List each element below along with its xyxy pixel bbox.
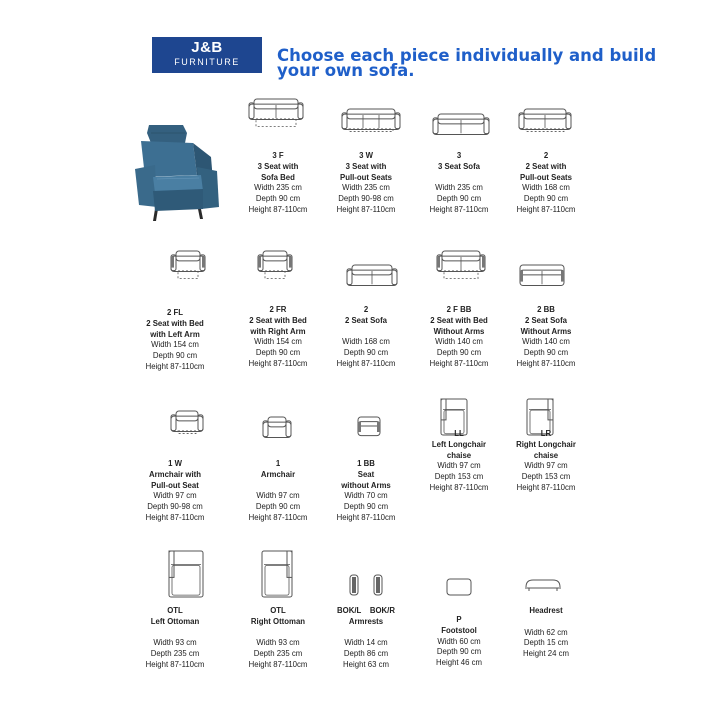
piece-spec: Height 46 cm	[436, 658, 482, 668]
piece-name: chaise	[533, 450, 559, 460]
piece-code: LR	[540, 429, 552, 438]
piece-code: 1 W	[168, 459, 182, 468]
piece-spec: Height 87-110cm	[516, 482, 576, 492]
piece-spec: Width 97 cm	[437, 461, 481, 471]
piece-spec: Width 97 cm	[256, 491, 300, 501]
piece-code: 1	[275, 459, 281, 468]
piece-spec: Depth 90 cm	[255, 194, 301, 204]
brand-logo	[152, 37, 262, 73]
piece-spec: Height 87-110cm	[516, 358, 576, 368]
piece-spec: Height 87-110cm	[145, 361, 205, 371]
piece-card	[131, 459, 219, 524]
piece-spec: Height 87-110cm	[336, 512, 396, 522]
piece-name: 2 Seat with Bed	[249, 315, 307, 325]
sofa-pullout-3-seat-icon	[341, 108, 401, 134]
piece-spec: Width 14 cm	[344, 638, 388, 648]
piece-spec: Depth 90 cm	[255, 348, 301, 358]
piece-spec: Height 87-110cm	[429, 204, 489, 214]
piece-spec: Height 24 cm	[523, 649, 569, 659]
piece-card	[131, 606, 219, 671]
piece-spec: Height 87-110cm	[336, 358, 396, 368]
piece-card	[234, 151, 322, 216]
piece-name: Without Arms	[520, 326, 572, 336]
page-headline: Choose each piece individually and build your own sofa.	[277, 46, 657, 80]
piece-name: 2 Seat Sofa	[524, 315, 568, 325]
piece-name: 2 Seat Sofa	[344, 315, 388, 325]
piece-spec: Height 87-110cm	[516, 204, 576, 214]
piece-spec: Depth 90-98 cm	[147, 502, 203, 512]
piece-spec: Width 168 cm	[342, 337, 390, 347]
piece-spec: Width 235 cm	[435, 183, 483, 193]
piece-spec: Height 87-110cm	[145, 512, 205, 522]
piece-code: 2	[363, 305, 369, 314]
piece-spec: Depth 90 cm	[436, 194, 482, 204]
piece-spec: Height 87-110cm	[145, 659, 205, 669]
piece-name: Without Arms	[433, 326, 485, 336]
piece-code: OTL	[167, 606, 183, 615]
piece-name: 3 Seat Sofa	[437, 161, 481, 171]
piece-spec: Depth 90-98 cm	[338, 194, 394, 204]
piece-name: 3 Seat with	[345, 161, 387, 171]
piece-spec: Width 93 cm	[256, 638, 300, 648]
piece-spec: Depth 153 cm	[434, 472, 484, 482]
piece-card	[234, 606, 322, 671]
piece-spec: Width 168 cm	[522, 183, 570, 193]
piece-name: 2 Seat with	[525, 161, 567, 171]
piece-card	[415, 305, 503, 370]
piece-spec: Height 87-110cm	[429, 482, 489, 492]
piece-name: Footstool	[441, 625, 477, 635]
piece-code: 2 FL	[166, 308, 184, 317]
piece-spec: Width 62 cm	[524, 627, 568, 637]
piece-spec: Depth 90 cm	[255, 502, 301, 512]
piece-spec: Width 97 cm	[153, 491, 197, 501]
piece-name: with Right Arm	[250, 326, 306, 336]
piece-spec: Width 235 cm	[342, 183, 390, 193]
piece-name: Pull-out Seats	[520, 172, 572, 182]
piece-spec: Width 140 cm	[435, 337, 483, 347]
sofa-2-no-arms-icon	[519, 264, 565, 288]
piece-spec: Depth 235 cm	[253, 649, 303, 659]
sofa-pullout-2-seat-icon	[518, 108, 572, 134]
armchair-pullout-icon	[170, 410, 204, 436]
piece-code: 3 W	[359, 151, 373, 160]
piece-card	[322, 151, 410, 216]
piece-spec: Height 87-110cm	[429, 358, 489, 368]
piece-spec: Depth 90 cm	[343, 502, 389, 512]
piece-spec: Depth 90 cm	[523, 348, 569, 358]
piece-name: Left Ottoman	[150, 616, 200, 626]
piece-card	[502, 429, 590, 494]
piece-name: Left Longchair	[431, 439, 487, 449]
piece-spec: Width 140 cm	[522, 337, 570, 347]
right-ottoman-icon	[261, 550, 293, 598]
piece-spec: Height 87-110cm	[248, 512, 308, 522]
piece-name: 3 Seat with	[257, 161, 299, 171]
sofa-bed-no-arms-icon	[436, 250, 486, 280]
piece-spec: Depth 153 cm	[521, 472, 571, 482]
sofa-3-seat-icon	[432, 113, 490, 137]
piece-spec: Depth 90 cm	[436, 348, 482, 358]
piece-card	[415, 615, 503, 669]
piece-card	[415, 151, 503, 216]
piece-code: P	[456, 615, 462, 624]
piece-code: 2	[543, 151, 549, 160]
piece-code: LL	[454, 429, 464, 438]
piece-card	[502, 151, 590, 216]
piece-name: Right Ottoman	[250, 616, 306, 626]
piece-code: 2 BB	[537, 305, 555, 314]
piece-name: Pull-out Seat	[151, 480, 199, 490]
piece-code: 2 F BB	[446, 305, 472, 314]
brand-subtitle: FURNITURE	[174, 57, 240, 67]
piece-spec: Height 87-110cm	[248, 204, 308, 214]
piece-spec: Width 97 cm	[524, 461, 568, 471]
piece-spec: Width 93 cm	[153, 638, 197, 648]
piece-name: chaise	[446, 450, 472, 460]
piece-spec: Width 70 cm	[344, 491, 388, 501]
piece-spec: Width 154 cm	[254, 337, 302, 347]
piece-spec: Depth 90 cm	[436, 647, 482, 657]
piece-code: BOK/L BOK/R	[337, 606, 395, 615]
piece-name: Armchair	[260, 469, 296, 479]
piece-name: Armchair with	[149, 469, 201, 479]
piece-spec: Height 87-110cm	[336, 204, 396, 214]
piece-card	[131, 308, 219, 373]
piece-name: 2 Seat with Bed	[146, 318, 204, 328]
piece-code: OTL	[270, 606, 286, 615]
piece-card	[322, 606, 410, 671]
piece-spec: Depth 235 cm	[150, 649, 200, 659]
piece-spec: Depth 90 cm	[343, 348, 389, 358]
piece-code: 1 BB	[357, 459, 375, 468]
piece-code: 3	[456, 151, 462, 160]
seat-no-arms-icon	[357, 416, 381, 438]
piece-name: Sofa Bed	[261, 172, 295, 182]
piece-spec: Depth 86 cm	[343, 649, 389, 659]
piece-card	[322, 305, 410, 370]
sofa-bed-3-seat-icon	[248, 98, 304, 134]
piece-card	[234, 459, 322, 524]
armrest-left-icon	[348, 574, 360, 596]
armchair-illustration	[135, 125, 219, 221]
piece-spec: Depth 90 cm	[523, 194, 569, 204]
piece-spec: Width 235 cm	[254, 183, 302, 193]
piece-card	[415, 429, 503, 494]
headrest-icon	[523, 578, 563, 592]
piece-spec: Height 87-110cm	[248, 659, 308, 669]
piece-card	[234, 305, 322, 370]
piece-code: 2 FR	[269, 305, 287, 314]
piece-name: Seat	[357, 469, 375, 479]
piece-name: Right Longchair	[516, 439, 576, 449]
piece-name: 2 Seat with Bed	[430, 315, 488, 325]
piece-spec: Height 87-110cm	[248, 358, 308, 368]
piece-spec: Width 60 cm	[437, 636, 481, 646]
sofa-bed-right-arm-icon	[257, 250, 293, 280]
piece-card	[502, 606, 590, 660]
armchair-icon	[262, 416, 292, 440]
piece-name: without Arms	[341, 480, 391, 490]
piece-name: Headrest	[529, 606, 563, 615]
piece-spec: Width 154 cm	[151, 340, 199, 350]
piece-name: with Left Arm	[150, 329, 200, 339]
piece-name: Pull-out Seats	[340, 172, 392, 182]
piece-card	[322, 459, 410, 524]
piece-spec: Depth 15 cm	[523, 638, 569, 648]
sofa-bed-left-arm-icon	[170, 250, 206, 280]
piece-spec: Height 63 cm	[343, 659, 389, 669]
armrest-right-icon	[372, 574, 384, 596]
piece-card	[502, 305, 590, 370]
piece-name: Armrests	[348, 616, 384, 626]
piece-spec: Depth 90 cm	[152, 351, 198, 361]
sofa-2-seat-icon	[346, 264, 398, 288]
armchair-photo	[131, 121, 226, 221]
piece-code: 3 F	[272, 151, 284, 160]
footstool-icon	[446, 578, 472, 596]
brand-name: J&B	[191, 39, 223, 56]
left-ottoman-icon	[168, 550, 204, 598]
